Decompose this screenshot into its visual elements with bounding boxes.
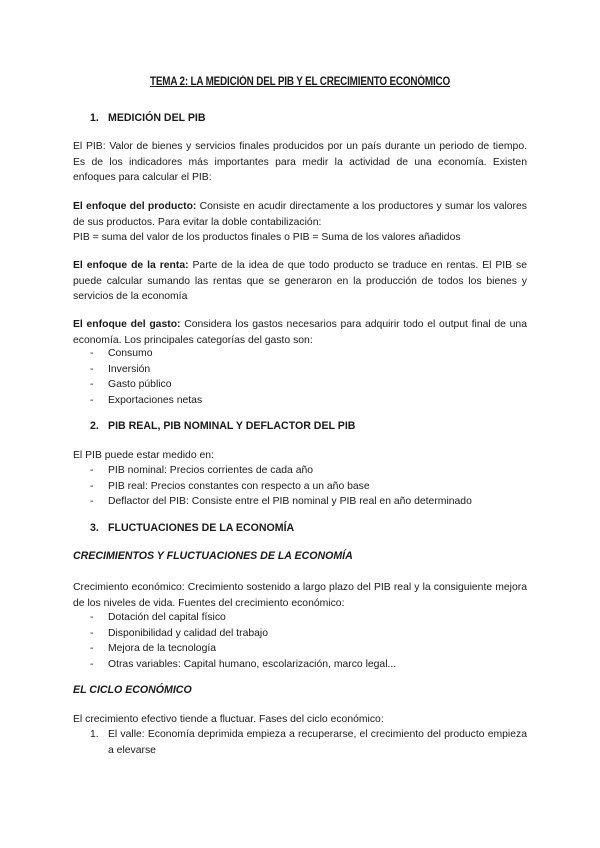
list-item: - Gasto público xyxy=(90,379,172,391)
enfoque-producto-label: El enfoque del producto: xyxy=(73,201,197,212)
pib-formula: PIB = suma del valor de los productos finales o PIB = Suma de los valores añadidos xyxy=(73,232,461,244)
section-number: 3. xyxy=(90,522,99,534)
crecimiento-economico-text: Crecimiento económico: Crecimiento sostenido a largo plazo del PIB real y la consiguiente mejora de los niveles de vida. Fuentes del crecimiento económico: xyxy=(73,582,527,609)
list-item: - Consumo xyxy=(90,348,153,359)
list-item: - PIB real: Precios constantes con respecto a un año base xyxy=(90,480,370,492)
list-item: - PIB nominal: Precios corrientes de cada año xyxy=(90,465,314,476)
pib-definition: El PIB: Valor de bienes y servicios finales producidos por un país durante un periodo de tiempo. Es de los indicadores más importantes para medir la actividad de una economía. Existen enfoques para calcular el PIB: xyxy=(73,141,527,184)
list-item: - Deflactor del PIB: Consiste entre el PIB nominal y PIB real en año determinado xyxy=(90,496,472,508)
list-item: - Inversión xyxy=(90,363,151,375)
subheading-crecimientos: CRECIMIENTOS Y FLUCTUACIONES DE LA ECONOMÍA xyxy=(73,550,353,562)
list-item-text: El valle: Economía deprimida empieza a recuperarse, el crecimiento del producto empieza a elevarse xyxy=(108,729,527,756)
pib-medido-intro: El PIB puede estar medido en: xyxy=(73,450,214,461)
list-item xyxy=(73,727,527,758)
list-item-number: 1. xyxy=(90,729,99,740)
ciclo-economico-text: El crecimiento efectivo tiende a fluctuar. Fases del ciclo económico: xyxy=(73,714,384,725)
list-item: - Mejora de la tecnología xyxy=(90,643,217,655)
section-title: FLUCTUACIONES DE LA ECONOMÍA xyxy=(108,522,295,534)
section-title: MEDICIÓN DEL PIB xyxy=(108,112,206,124)
list-item: - Disponibilidad y calidad del trabajo xyxy=(90,627,268,639)
enfoque-producto-text: Consiste en acudir directamente a los productores y sumar los valores de sus productos. Para evitar la doble contabilización: xyxy=(73,201,527,228)
ciclo-fases-list xyxy=(73,727,527,758)
enfoque-renta-label: El enfoque de la renta: xyxy=(73,260,189,271)
enfoque-gasto-text: Considera los gastos necesarios para adquirir todo el output final de una economía. Los principales categorías del gasto son: xyxy=(73,319,527,346)
enfoque-gasto xyxy=(73,317,527,348)
fuentes-crecimiento-list xyxy=(73,610,396,672)
pib-medidas-list xyxy=(73,463,472,510)
section-title: PIB REAL, PIB NOMINAL Y DEFLACTOR DEL PIB xyxy=(108,420,356,432)
list-item: - Exportaciones netas xyxy=(90,394,203,406)
enfoque-gasto-label: El enfoque del gasto: xyxy=(73,319,181,330)
section-number: 1. xyxy=(90,112,99,124)
list-item: - Otras variables: Capital humano, escolarización, marco legal... xyxy=(90,658,397,670)
enfoque-renta xyxy=(73,258,527,305)
document-title: TEMA 2: LA MEDICIÓN DEL PIB Y EL CRECIMIENTO ECONÓMICO xyxy=(149,76,451,88)
subheading-ciclo-economico: EL CICLO ECONÓMICO xyxy=(73,684,192,696)
gasto-categories-list xyxy=(73,346,202,408)
section-number: 2. xyxy=(90,420,99,432)
enfoque-renta-text: Parte de la idea de que todo producto se traduce en rentas. El PIB se puede calcular sumando las rentas que se generaron en la producción de todos los bienes y servicios de la economía xyxy=(73,260,527,303)
enfoque-producto xyxy=(73,199,527,246)
list-item: - Dotación del capital físico xyxy=(90,612,226,623)
